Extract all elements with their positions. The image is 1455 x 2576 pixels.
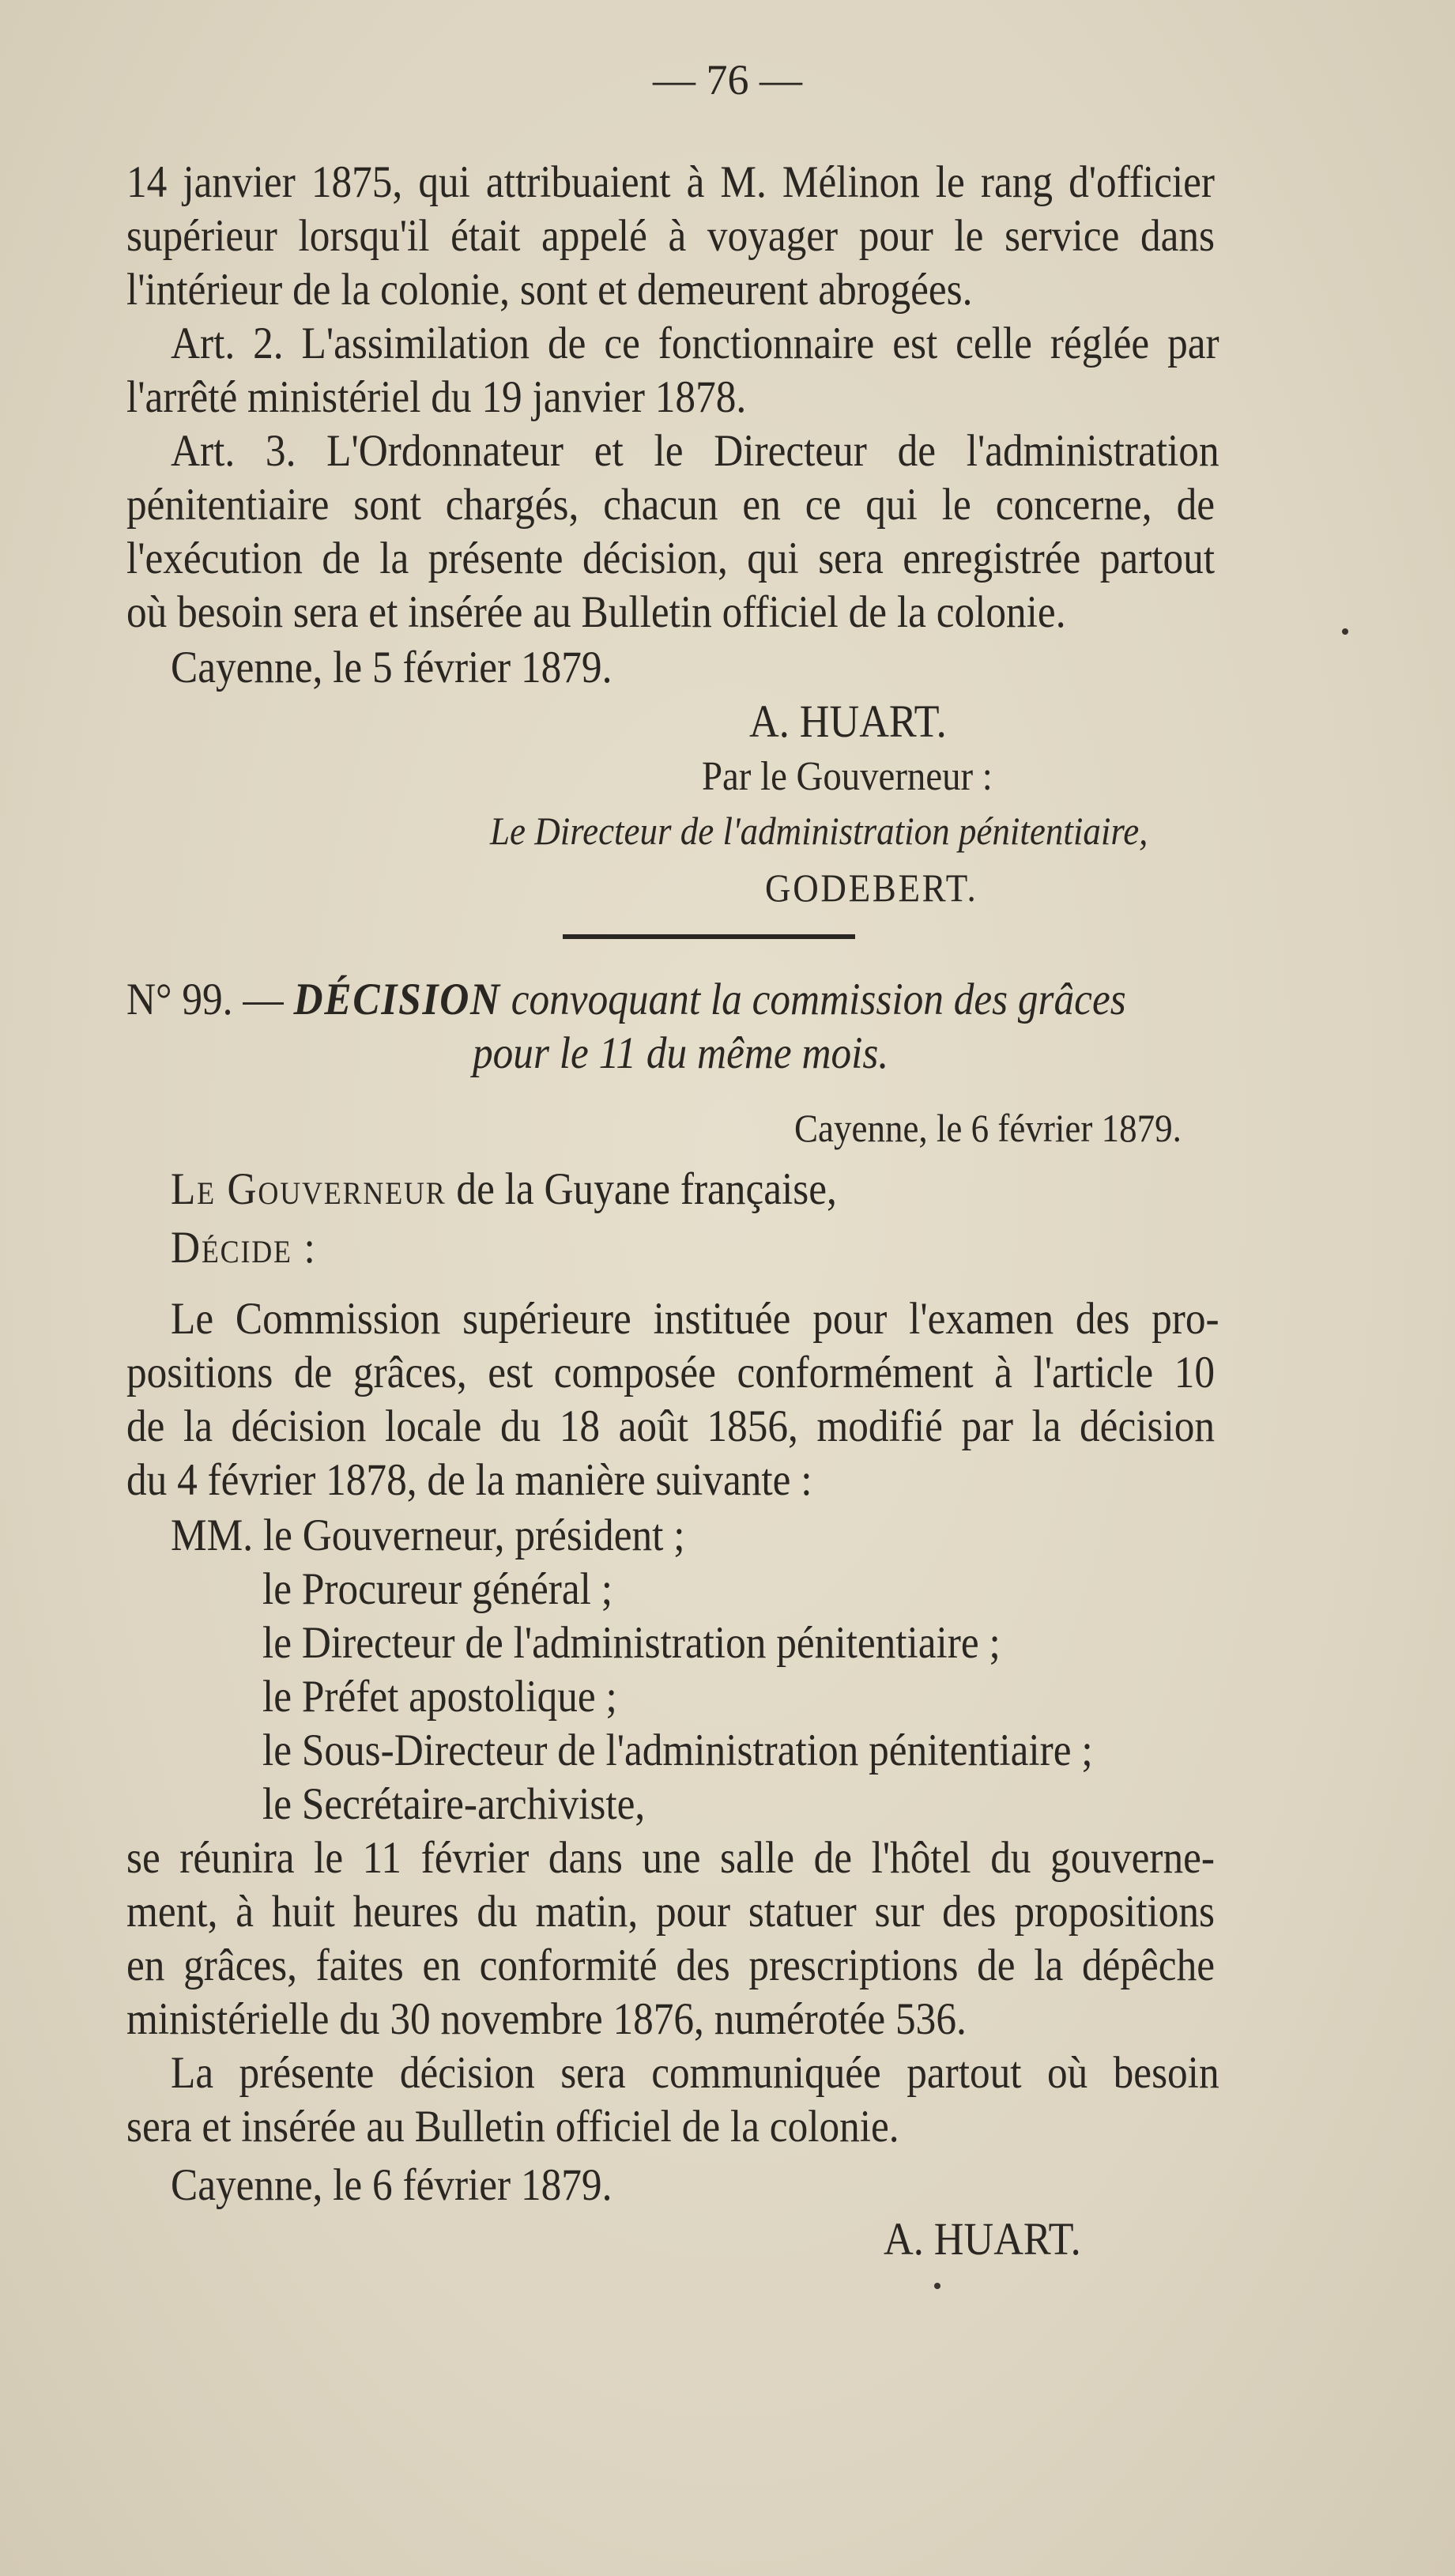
- text-line: supérieur lorsqu'il était appelé à voyager pour le service dans: [126, 211, 1215, 261]
- member-line: le Directeur de l'administration pénitentiaire ;: [262, 1618, 1001, 1668]
- closing-line: en grâces, faites en conformité des prescriptions de la dépêche: [126, 1940, 1215, 1990]
- place-date: Cayenne, le 6 février 1879.: [171, 2160, 613, 2210]
- text-line: l'intérieur de la colonie, sont et demeurent abrogées.: [126, 265, 973, 315]
- closing-line: ment, à huit heures du matin, pour statuer sur des propositions: [126, 1887, 1215, 1937]
- member-line: le Secrétaire-archiviste,: [262, 1779, 646, 1829]
- signature: A. HUART.: [749, 696, 947, 747]
- text-line: l'arrêté ministériel du 19 janvier 1878.: [126, 372, 747, 422]
- director-title: Le Directeur de l'administration pénitentiaire,: [490, 809, 1148, 853]
- body-line: de la décision locale du 18 août 1856, modifié par la décision: [126, 1401, 1215, 1451]
- signature: A. HUART.: [884, 2213, 1081, 2265]
- decision-title-rest: convoquant la commission des grâces: [511, 975, 1126, 1024]
- body-line: Le Commission supérieure instituée pour l'examen des pro-: [171, 1294, 1219, 1344]
- text-line: où besoin sera et insérée au Bulletin officiel de la colonie.: [126, 587, 1066, 637]
- member-line: le Préfet apostolique ;: [262, 1672, 617, 1722]
- text-line: 14 janvier 1875, qui attribuaient à M. Mélinon le rang d'officier: [126, 157, 1215, 207]
- closing-line: se réunira le 11 février dans une salle de l'hôtel du gouverne-: [126, 1833, 1215, 1883]
- member-line: le Sous-Directeur de l'administration pénitentiaire ;: [262, 1726, 1093, 1775]
- decision-dateline: Cayenne, le 6 février 1879.: [794, 1106, 1182, 1150]
- body-line: du 4 février 1878, de la manière suivante :: [126, 1455, 812, 1505]
- body-line: positions de grâces, est composée conformément à l'article 10: [126, 1348, 1215, 1397]
- closing-line: ministérielle du 30 novembre 1876, numérotée 536.: [126, 1994, 967, 2044]
- section-divider: [563, 934, 855, 939]
- text-line: Art. 2. L'assimilation de ce fonctionnaire est celle réglée par: [171, 319, 1219, 368]
- text-line: Art. 3. L'Ordonnateur et le Directeur de l'administration: [171, 426, 1219, 476]
- governor-line: [171, 1164, 1259, 1216]
- governor-prefix: Le Gouverneur: [171, 1164, 447, 1214]
- speck-mark: [1342, 628, 1348, 635]
- decision-title-main: DÉCISION: [293, 975, 501, 1024]
- closing-line: sera et insérée au Bulletin officiel de la colonie.: [126, 2102, 899, 2152]
- decision-heading: [126, 974, 1236, 1026]
- closing-line: La présente décision sera communiquée partout où besoin: [171, 2048, 1219, 2098]
- governor-rest: de la Guyane française,: [456, 1164, 837, 1214]
- countersign-label: Par le Gouverneur :: [702, 754, 993, 799]
- decision-title-line2: pour le 11 du même mois.: [473, 1028, 889, 1078]
- decision-number: N° 99. —: [126, 975, 284, 1024]
- speck-mark: [934, 2283, 940, 2289]
- member-line: MM. le Gouverneur, président ;: [171, 1511, 685, 1560]
- text-line: pénitentiaire sont chargés, chacun en ce qui le concerne, de: [126, 480, 1215, 530]
- decide-label: Décide :: [171, 1223, 317, 1273]
- director-name: GODEBERT.: [765, 866, 978, 910]
- page-number: — 76 —: [653, 56, 802, 104]
- text-line: l'exécution de la présente décision, qui sera enregistrée partout: [126, 534, 1215, 583]
- place-date: Cayenne, le 5 février 1879.: [171, 643, 613, 692]
- member-line: le Procureur général ;: [262, 1564, 613, 1614]
